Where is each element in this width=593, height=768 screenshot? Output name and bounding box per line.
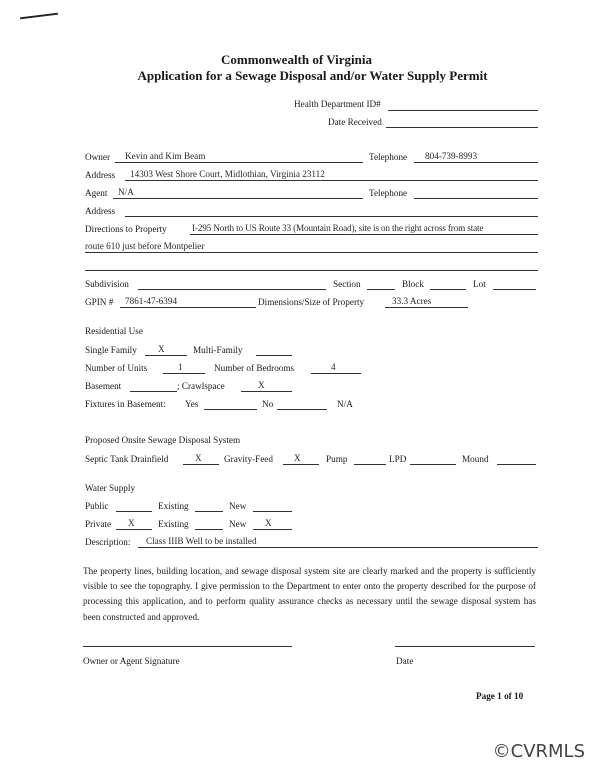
block-field[interactable]	[430, 289, 466, 290]
septic-value: X	[195, 453, 202, 463]
septic-label: Septic Tank Drainfield	[85, 454, 169, 464]
private-value: X	[128, 518, 135, 528]
signature-label: Owner or Agent Signature	[83, 656, 180, 666]
single-family-field[interactable]	[145, 355, 187, 356]
mound-label: Mound	[462, 454, 489, 464]
gpin-value: 7861-47-6394	[125, 296, 178, 306]
permission-statement: The property lines, building location, and sewage disposal system site are clearly marked and the property is sufficiently visible to see the topography. I give permission to the Department to enter onto the property described for the purpose of processing this application, and to perform quality assurance checks as necessary until the sewage disposal system has been constructed and approved.	[83, 566, 536, 622]
lpd-field[interactable]	[410, 464, 456, 465]
agent-address-label: Address	[85, 206, 116, 216]
public-existing-field[interactable]	[195, 511, 223, 512]
owner-telephone-label: Telephone	[369, 152, 408, 162]
basement-label: Basement	[85, 381, 122, 391]
agent-telephone-label: Telephone	[369, 188, 408, 198]
units-field[interactable]	[163, 373, 205, 374]
signature-field[interactable]	[83, 646, 292, 647]
section-field[interactable]	[367, 289, 395, 290]
date-received-field[interactable]	[386, 127, 538, 128]
owner-label: Owner	[85, 152, 111, 162]
description-label: Description:	[85, 537, 131, 547]
agent-value: N/A	[118, 187, 134, 197]
septic-field[interactable]	[183, 464, 219, 465]
public-new-field[interactable]	[253, 511, 292, 512]
directions-value-1: I-295 North to US Route 33 (Mountain Road), site is on the right across from state	[192, 223, 484, 233]
owner-field[interactable]	[115, 162, 363, 163]
lpd-label: LPD	[389, 454, 407, 464]
public-new-label: New	[229, 501, 247, 511]
multi-family-label: Multi-Family	[193, 345, 243, 355]
single-family-label: Single Family	[85, 345, 137, 355]
bedrooms-label: Number of Bedrooms	[214, 363, 295, 373]
agent-telephone-field[interactable]	[414, 198, 538, 199]
private-new-label: New	[229, 519, 247, 529]
agent-label: Agent	[85, 188, 108, 198]
dimensions-label: Dimensions/Size of Property	[258, 297, 365, 307]
directions-field-3[interactable]	[85, 270, 538, 271]
private-existing-field[interactable]	[195, 529, 223, 530]
page-number: Page 1 of 10	[476, 691, 524, 701]
health-id-field[interactable]	[388, 110, 538, 111]
directions-field-2[interactable]	[85, 252, 538, 253]
cvrmls-watermark: ©CVRMLS	[492, 741, 585, 762]
agent-field[interactable]	[113, 198, 363, 199]
units-label: Number of Units	[85, 363, 148, 373]
subdivision-field[interactable]	[138, 289, 326, 290]
fixtures-yes-field[interactable]	[204, 409, 257, 410]
fixtures-no-label: No	[262, 399, 274, 409]
directions-label: Directions to Property	[85, 224, 167, 234]
directions-value-2: route 610 just before Montpelier	[85, 241, 205, 251]
owner-value: Kevin and Kim Beam	[125, 151, 206, 161]
crawlspace-label: ; Crawlspace	[177, 381, 225, 391]
units-value: 1	[178, 362, 183, 372]
bedrooms-value: 4	[331, 362, 336, 372]
lot-field[interactable]	[493, 289, 536, 290]
date-label: Date	[396, 656, 414, 666]
dimensions-field[interactable]	[385, 307, 468, 308]
crawlspace-field[interactable]	[241, 391, 292, 392]
owner-address-field[interactable]	[125, 180, 538, 181]
private-label: Private	[85, 519, 112, 529]
description-field[interactable]	[138, 547, 538, 548]
fixtures-no-field[interactable]	[277, 409, 327, 410]
lot-label: Lot	[473, 279, 486, 289]
gravity-label: Gravity-Feed	[224, 454, 273, 464]
residential-heading: Residential Use	[85, 326, 143, 336]
public-existing-label: Existing	[158, 501, 189, 511]
form-title: Commonwealth of Virginia	[221, 52, 372, 67]
owner-address-label: Address	[85, 170, 116, 180]
agent-address-field[interactable]	[125, 216, 538, 217]
block-label: Block	[402, 279, 424, 289]
directions-field-1[interactable]	[190, 234, 538, 235]
public-field[interactable]	[116, 511, 152, 512]
owner-address-value: 14303 West Shore Court, Midlothian, Virginia 23112	[130, 169, 325, 179]
pump-field[interactable]	[354, 464, 386, 465]
single-family-value: X	[158, 344, 165, 354]
dimensions-value: 33.3 Acres	[392, 296, 432, 306]
gravity-value: X	[294, 453, 301, 463]
form-subtitle: Application for a Sewage Disposal and/or Water Supply Permit	[137, 68, 488, 83]
private-field[interactable]	[116, 529, 152, 530]
fixtures-yes-label: Yes	[185, 399, 199, 409]
fixtures-label: Fixtures in Basement:	[85, 399, 166, 409]
section-label: Section	[333, 279, 361, 289]
fixtures-na-label: N/A	[337, 399, 353, 409]
water-heading: Water Supply	[85, 483, 136, 493]
private-new-value: X	[265, 518, 272, 528]
bedrooms-field[interactable]	[311, 373, 361, 374]
date-received-label: Date Received	[328, 117, 382, 127]
sewage-heading: Proposed Onsite Sewage Disposal System	[85, 435, 241, 445]
gpin-label: GPIN #	[85, 297, 114, 307]
mound-field[interactable]	[497, 464, 536, 465]
pump-label: Pump	[326, 454, 348, 464]
multi-family-field[interactable]	[256, 355, 292, 356]
gpin-field[interactable]	[120, 307, 256, 308]
owner-telephone-field[interactable]	[414, 162, 538, 163]
private-existing-label: Existing	[158, 519, 189, 529]
gravity-field[interactable]	[283, 464, 319, 465]
health-id-label: Health Department ID#	[294, 99, 381, 109]
public-label: Public	[85, 501, 109, 511]
date-field[interactable]	[395, 646, 535, 647]
crawlspace-value: X	[258, 380, 265, 390]
owner-telephone-value: 804-739-8993	[425, 151, 478, 161]
basement-field[interactable]	[130, 391, 177, 392]
private-new-field[interactable]	[253, 529, 292, 530]
scan-mark	[20, 13, 58, 20]
description-value: Class IIIB Well to be installed	[146, 536, 257, 546]
subdivision-label: Subdivision	[85, 279, 129, 289]
